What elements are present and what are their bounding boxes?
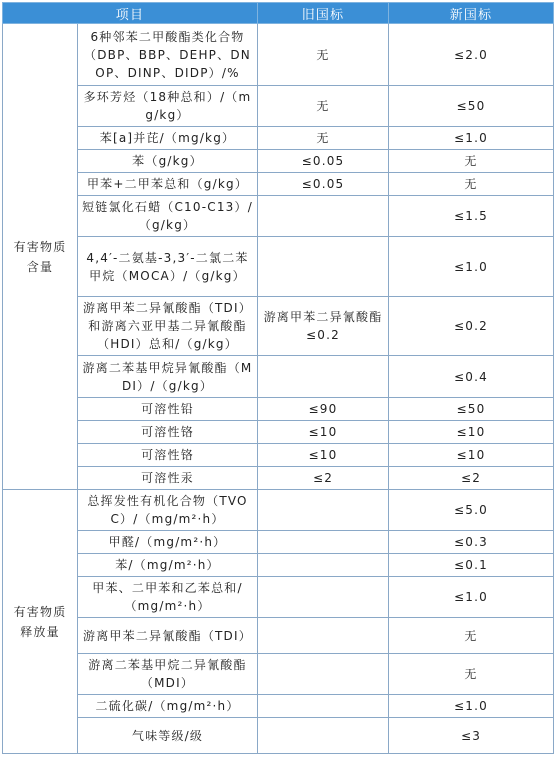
- old-standard-cell: 无: [258, 127, 389, 150]
- item-cell: 可溶性铅: [78, 398, 258, 421]
- old-standard-cell: [258, 577, 389, 618]
- new-standard-cell: ≤5.0: [389, 490, 554, 531]
- table-row: [3, 444, 554, 467]
- table-row: [3, 577, 554, 618]
- old-standard-cell: ≤0.05: [258, 173, 389, 196]
- table-row: [3, 150, 554, 173]
- new-standard-cell: ≤0.2: [389, 297, 554, 356]
- item-cell: 苯[a]并芘/（mg/kg）: [78, 127, 258, 150]
- new-standard-cell: ≤3: [389, 718, 554, 754]
- new-standard-cell: ≤10: [389, 444, 554, 467]
- table-row: [3, 718, 554, 754]
- table-row: [3, 127, 554, 150]
- item-cell: 甲醛/（mg/m²·h）: [78, 531, 258, 554]
- header-row: [3, 3, 554, 24]
- table-row: [3, 654, 554, 695]
- standards-comparison-table: [2, 2, 554, 754]
- item-cell: 甲苯、二甲苯和乙苯总和/（mg/m²·h）: [78, 577, 258, 618]
- table-row: [3, 86, 554, 127]
- new-standard-cell: ≤1.0: [389, 577, 554, 618]
- new-standard-cell: ≤50: [389, 86, 554, 127]
- old-standard-cell: ≤10: [258, 421, 389, 444]
- new-standard-cell: 无: [389, 173, 554, 196]
- old-standard-cell: 无: [258, 24, 389, 86]
- item-cell: 可溶性铬: [78, 444, 258, 467]
- new-standard-cell: ≤1.0: [389, 237, 554, 297]
- old-standard-cell: [258, 237, 389, 297]
- item-cell: 甲苯+二甲苯总和（g/kg）: [78, 173, 258, 196]
- old-standard-cell: [258, 554, 389, 577]
- old-standard-cell: 游离甲苯二异氰酸酯≤0.2: [258, 297, 389, 356]
- table-row: [3, 695, 554, 718]
- header-new-standard: 新国标: [389, 3, 554, 24]
- item-cell: 总挥发性有机化合物（TVOC）/（mg/m²·h）: [78, 490, 258, 531]
- old-standard-cell: ≤90: [258, 398, 389, 421]
- new-standard-cell: ≤1.0: [389, 127, 554, 150]
- new-standard-cell: ≤2: [389, 467, 554, 490]
- new-standard-cell: 无: [389, 654, 554, 695]
- new-standard-cell: ≤50: [389, 398, 554, 421]
- category-cell: 有害物质 含量: [3, 24, 78, 490]
- table-row: [3, 356, 554, 398]
- new-standard-cell: ≤0.1: [389, 554, 554, 577]
- category-cell: 有害物质 释放量: [3, 490, 78, 754]
- old-standard-cell: [258, 531, 389, 554]
- table-row: [3, 618, 554, 654]
- old-standard-cell: [258, 356, 389, 398]
- old-standard-cell: ≤10: [258, 444, 389, 467]
- old-standard-cell: [258, 654, 389, 695]
- old-standard-cell: [258, 196, 389, 237]
- item-cell: 6种邻苯二甲酸酯类化合物（DBP、BBP、DEHP、DNOP、DINP、DIDP）/%: [78, 24, 258, 86]
- table-row: [3, 173, 554, 196]
- item-cell: 多环芳烃（18种总和）/（mg/kg）: [78, 86, 258, 127]
- table-row: [3, 297, 554, 356]
- old-standard-cell: [258, 695, 389, 718]
- table-row: [3, 467, 554, 490]
- item-cell: 苯/（mg/m²·h）: [78, 554, 258, 577]
- table-row: [3, 490, 554, 531]
- new-standard-cell: ≤0.4: [389, 356, 554, 398]
- item-cell: 苯（g/kg）: [78, 150, 258, 173]
- new-standard-cell: 无: [389, 618, 554, 654]
- header-old-standard: 旧国标: [258, 3, 389, 24]
- item-cell: 游离甲苯二异氰酸酯（TDI）: [78, 618, 258, 654]
- item-cell: 游离二苯基甲烷异氰酸酯（MDI）/（g/kg）: [78, 356, 258, 398]
- item-cell: 二硫化碳/（mg/m²·h）: [78, 695, 258, 718]
- old-standard-cell: 无: [258, 86, 389, 127]
- old-standard-cell: [258, 718, 389, 754]
- item-cell: 气味等级/级: [78, 718, 258, 754]
- table-row: [3, 237, 554, 297]
- new-standard-cell: ≤2.0: [389, 24, 554, 86]
- new-standard-cell: ≤1.5: [389, 196, 554, 237]
- old-standard-cell: ≤2: [258, 467, 389, 490]
- item-cell: 4,4′-二氨基-3,3′-二氯二苯甲烷（MOCA）/（g/kg）: [78, 237, 258, 297]
- item-cell: 游离二苯基甲烷二异氰酸酯（MDI）: [78, 654, 258, 695]
- table-row: [3, 531, 554, 554]
- item-cell: 可溶性铬: [78, 421, 258, 444]
- new-standard-cell: ≤10: [389, 421, 554, 444]
- new-standard-cell: ≤1.0: [389, 695, 554, 718]
- table-row: [3, 398, 554, 421]
- table-row: [3, 24, 554, 86]
- item-cell: 游离甲苯二异氰酸酯（TDI）和游离六亚甲基二异氰酸酯（HDI）总和/（g/kg）: [78, 297, 258, 356]
- old-standard-cell: ≤0.05: [258, 150, 389, 173]
- old-standard-cell: [258, 490, 389, 531]
- table-row: [3, 196, 554, 237]
- item-cell: 短链氯化石蜡（C10-C13）/（g/kg）: [78, 196, 258, 237]
- table-row: [3, 421, 554, 444]
- new-standard-cell: 无: [389, 150, 554, 173]
- item-cell: 可溶性汞: [78, 467, 258, 490]
- old-standard-cell: [258, 618, 389, 654]
- table-row: [3, 554, 554, 577]
- header-item: 项目: [3, 3, 258, 24]
- new-standard-cell: ≤0.3: [389, 531, 554, 554]
